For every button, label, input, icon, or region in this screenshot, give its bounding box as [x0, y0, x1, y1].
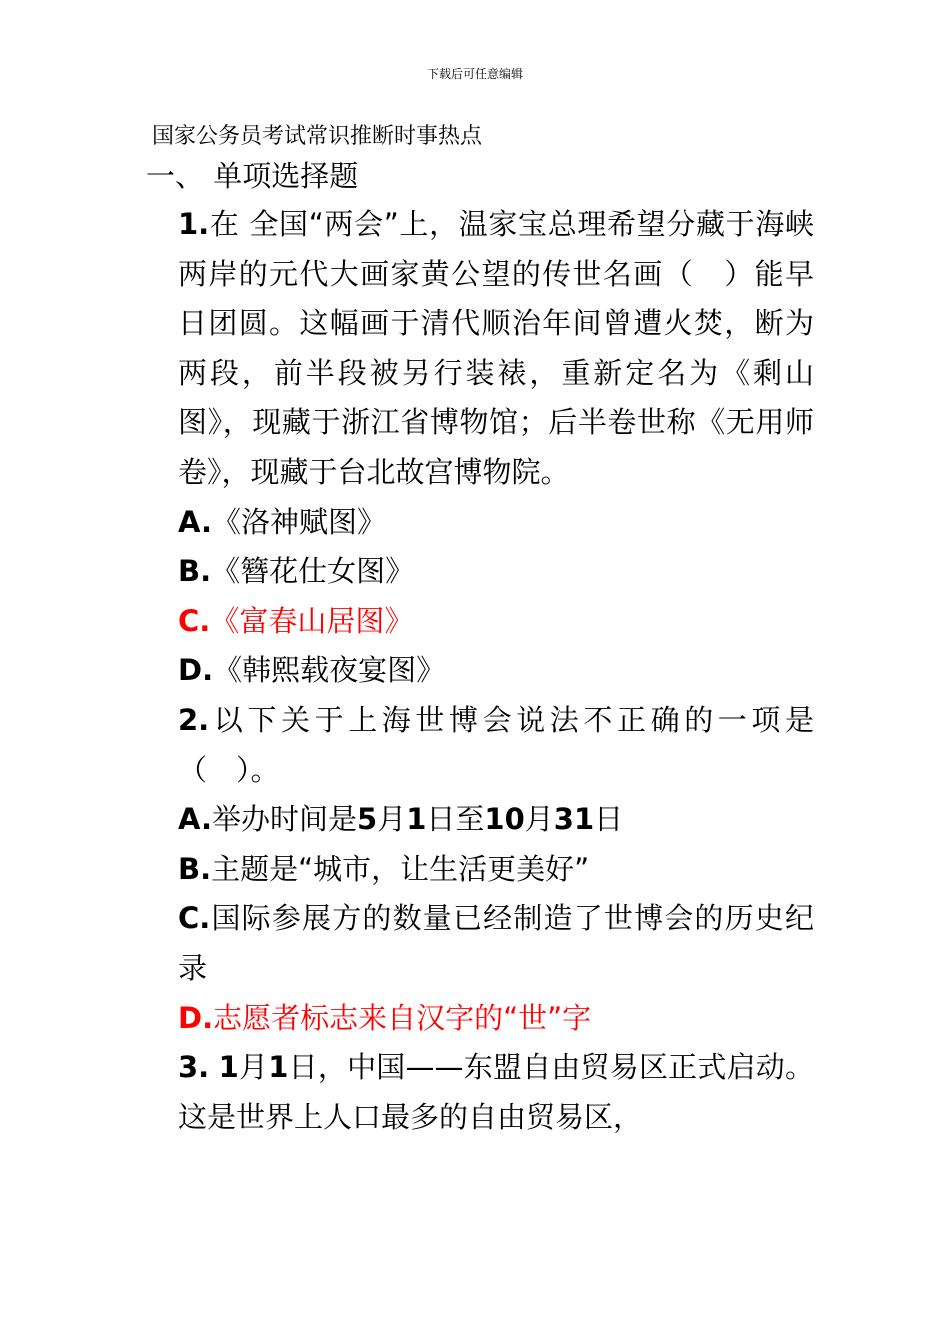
question-1-option-b: [178, 547, 814, 597]
question-2-option-c: [178, 894, 814, 993]
question-2-number: 2.: [178, 702, 210, 737]
question-3-number: 3.: [178, 1050, 210, 1085]
document-body: [178, 200, 814, 1142]
option-text: 日至: [426, 802, 485, 837]
option-number: 31: [553, 802, 595, 837]
question-2-option-d-answer: [178, 994, 814, 1044]
section-title: 一、 单项选择题: [146, 159, 359, 193]
option-text: 举办时间是: [212, 802, 358, 837]
question-3-stem: 日，中国——东盟自由贸易区正式启动。这是世界上人口最多的自由贸易区，: [178, 1050, 814, 1134]
option-letter: C.: [178, 603, 211, 638]
option-text: 日: [594, 802, 624, 837]
option-text: 国际参展方的数量已经制造了世博会的历史纪录: [178, 901, 814, 985]
option-text: 月: [524, 802, 554, 837]
option-letter: A.: [178, 802, 212, 837]
question-1-option-c-answer: [178, 597, 814, 647]
question-1-stem: 在 全国“两会”上，温家宝总理希望分藏于海峡两岸的元代大画家黄公望的传世名画（ ）能早日团圆。这幅画于清代顺治年间曾遭火焚，断为两段，前半段被另行装裱，重新定名为《剩山图》，现藏于浙江省博物馆；后半卷世称《无用师卷》，现藏于台北故宫博物院。: [178, 207, 814, 489]
date-text: 月: [238, 1050, 269, 1085]
header-note: 下载后可任意编辑: [426, 67, 523, 81]
question-1-option-d: [178, 646, 814, 696]
option-text: 《簪花仕女图》: [211, 554, 415, 589]
option-text: 《富春山居图》: [210, 603, 414, 638]
question-2-option-b: [178, 845, 814, 895]
date-number: 1: [268, 1050, 289, 1085]
document-title: 国家公务员考试常识推断时事热点: [152, 124, 483, 149]
option-text: 《洛神赋图》: [212, 504, 387, 539]
option-text: 主题是“城市，让生活更美好”: [211, 851, 590, 886]
option-letter: B.: [178, 851, 212, 886]
option-text: 志愿者标志来自汉字的“世”字: [213, 1000, 592, 1035]
question-2-option-a: [178, 795, 814, 845]
option-letter: D.: [178, 1000, 214, 1035]
option-number: 1: [406, 802, 427, 837]
question-1: [178, 200, 814, 498]
option-number: 5: [357, 802, 378, 837]
option-letter: B.: [178, 554, 212, 589]
question-2-stem: 以下关于上海世博会说法不正确的一项是（ ）。: [178, 702, 814, 787]
question-1-number: 1.: [178, 207, 210, 241]
option-number: 10: [484, 802, 525, 837]
option-letter: D.: [178, 653, 214, 688]
option-text: 《韩熙载夜宴图》: [213, 653, 446, 688]
option-letter: A.: [178, 504, 212, 539]
date-number: 1: [218, 1050, 239, 1085]
question-2: [178, 696, 814, 795]
question-1-option-a: [178, 498, 814, 548]
option-text: 月: [377, 802, 407, 837]
question-3: [178, 1043, 814, 1142]
option-letter: C.: [178, 901, 211, 936]
